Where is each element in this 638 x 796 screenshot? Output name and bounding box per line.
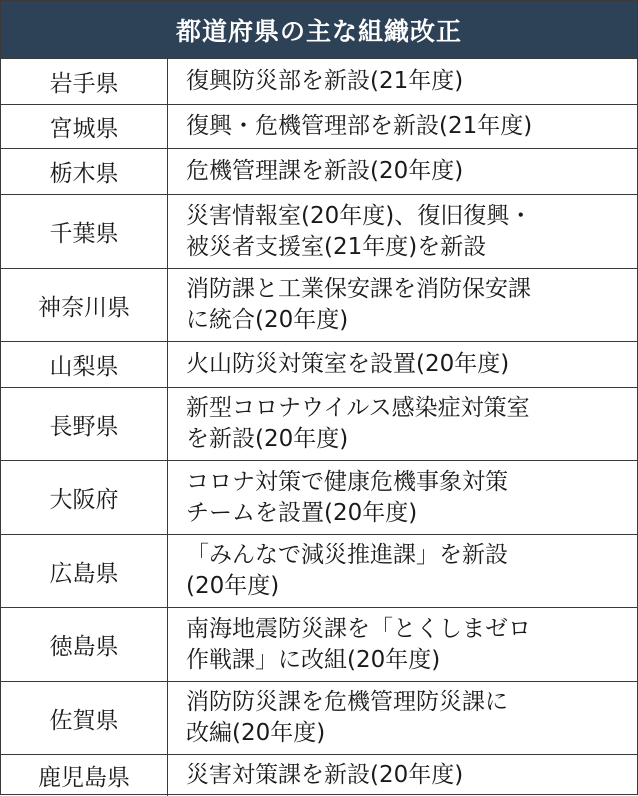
change-cell: 南海地震防災課を「とくしまゼロ 作戦課」に改組(20年度): [186, 615, 531, 673]
change-cell: 災害対策課を新設(20年度): [186, 762, 464, 788]
table-row: [1, 460, 637, 534]
prefecture-cell: 大阪府: [1, 461, 168, 534]
change-cell: 災害情報室(20年度)、復旧復興・ 被災者支援室(21年度)を新設: [186, 202, 533, 260]
change-cell: 「みんなで減災推進課」を新設 (20年度): [186, 542, 508, 599]
prefecture-cell: 千葉県: [1, 195, 168, 268]
prefecture-cell: 佐賀県: [1, 682, 168, 754]
table-row: [1, 607, 637, 681]
table-row: [1, 681, 637, 754]
prefecture-cell: 栃木県: [1, 149, 168, 194]
table-row: [1, 148, 637, 194]
table-row: [1, 194, 637, 268]
prefecture-cell: 広島県: [1, 535, 168, 607]
change-cell: 消防課と工業保安課を消防保安課 に統合(20年度): [186, 276, 531, 333]
prefecture-cell: 宮城県: [1, 105, 168, 148]
change-cell: 危機管理課を新設(20年度): [186, 158, 464, 184]
prefecture-cell: 岩手県: [1, 59, 168, 104]
table-row: [1, 268, 637, 341]
table-row: [1, 387, 637, 460]
table-row: [1, 534, 637, 607]
table-title: 都道府県の主な組織改正: [1, 1, 637, 58]
reorganization-table: [1, 58, 637, 796]
table-row: [1, 104, 637, 148]
table-row: [1, 754, 637, 796]
prefecture-cell: 鹿児島県: [1, 755, 168, 796]
change-cell: 復興・危機管理部を新設(21年度): [186, 113, 533, 139]
table-row: [1, 58, 637, 104]
change-cell: 新型コロナウイルス感染症対策室 を新設(20年度): [186, 395, 530, 452]
table-row: [1, 341, 637, 387]
prefecture-cell: 長野県: [1, 388, 168, 460]
change-cell: 消防防災課を危機管理防災課に 改編(20年度): [186, 689, 508, 746]
prefecture-cell: 山梨県: [1, 342, 168, 387]
change-cell: コロナ対策で健康危機事象対策 チームを設置(20年度): [186, 468, 508, 526]
prefecture-cell: 徳島県: [1, 608, 168, 681]
change-cell: 火山防災対策室を設置(20年度): [186, 351, 510, 377]
prefecture-cell: 神奈川県: [1, 269, 168, 341]
change-cell: 復興防災部を新設(21年度): [186, 68, 464, 94]
